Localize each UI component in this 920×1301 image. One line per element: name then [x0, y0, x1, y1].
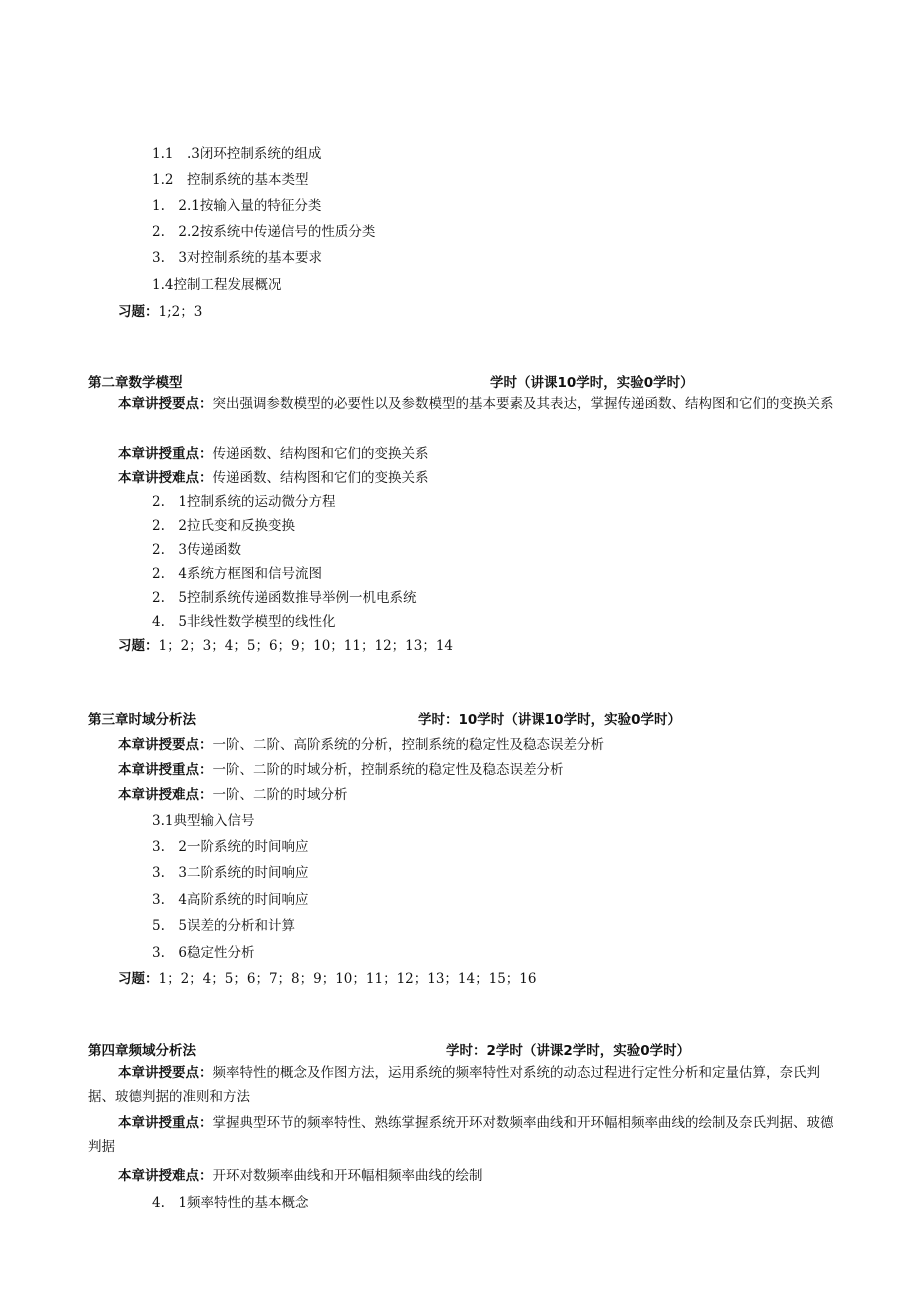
list-item: 2. 3传递函数	[152, 542, 241, 558]
key-points-label: 本章讲授要点：	[118, 396, 213, 412]
focus-paragraph	[88, 1111, 838, 1159]
list-item: 3. 4高阶系统的时间响应	[152, 892, 309, 908]
focus-text: 一阶、二阶的时域分析，控制系统的稳定性及稳态误差分析	[212, 762, 564, 778]
chapter-title: 第四章频域分析法	[88, 1043, 196, 1059]
list-item: 5. 5误差的分析和计算	[152, 918, 295, 934]
list-item: 2. 5控制系统传递函数推导举例一机电系统	[152, 590, 417, 606]
list-item: 3.1典型输入信号	[152, 813, 255, 829]
list-item: 3. 3二阶系统的时间响应	[152, 865, 309, 881]
difficulty-line	[118, 466, 429, 486]
list-item: 1.4控制工程发展概况	[152, 277, 282, 293]
list-item: 4. 1频率特性的基本概念	[152, 1195, 309, 1211]
exercise-line	[118, 967, 536, 987]
key-points-label: 本章讲授要点：	[118, 737, 213, 753]
chapter-hours: 学时（讲课10学时，实验0学时）	[490, 375, 694, 391]
list-item: 3. 2一阶系统的时间响应	[152, 839, 309, 855]
focus-text: 传递函数、结构图和它们的变换关系	[212, 446, 429, 462]
focus-text: 掌握典型环节的频率特性、熟练掌握系统开环对数频率曲线和开环幅相频率曲线的绘制及奈氏判据、玻德判据	[88, 1115, 834, 1155]
exercise-line	[118, 634, 453, 654]
exercise-value: 1；2；4；5；6；7；8；9；10；11；12；13；14；15；16	[158, 971, 537, 987]
list-item: 1.2 控制系统的基本类型	[152, 172, 309, 188]
difficulty-line	[118, 783, 348, 803]
difficulty-line	[118, 1164, 483, 1184]
key-points-paragraph	[88, 1061, 838, 1109]
key-points-paragraph	[88, 392, 838, 416]
focus-line	[118, 442, 429, 462]
list-item: 4. 5非线性数学模型的线性化	[152, 614, 336, 630]
focus-label: 本章讲授重点：	[118, 1115, 213, 1131]
difficulty-label: 本章讲授难点：	[118, 470, 213, 486]
exercise-label: 习题：	[118, 304, 159, 320]
list-item: 2. 2.2按系统中传递信号的性质分类	[152, 224, 376, 240]
key-points-text: 一阶、二阶、高阶系统的分析，控制系统的稳定性及稳态误差分析	[212, 737, 604, 753]
list-item: 1.1 .3闭环控制系统的组成	[152, 146, 322, 162]
difficulty-label: 本章讲授难点：	[118, 787, 213, 803]
difficulty-text: 开环对数频率曲线和开环幅相频率曲线的绘制	[212, 1168, 483, 1184]
chapter-hours: 学时：10学时（讲课10学时，实验0学时）	[418, 712, 681, 728]
list-item: 2. 4系统方框图和信号流图	[152, 566, 322, 582]
list-item: 2. 2拉氏变和反换变换	[152, 518, 295, 534]
exercise-label: 习题：	[118, 971, 159, 987]
key-points-text: 突出强调参数模型的必要性以及参数模型的基本要素及其表达，掌握传递函数、结构图和它们的变换关系	[212, 396, 834, 412]
chapter-title: 第二章数学模型	[88, 375, 183, 391]
list-item: 1. 2.1按输入量的特征分类	[152, 198, 322, 214]
chapter-hours: 学时：2学时（讲课2学时，实验0学时）	[446, 1043, 691, 1059]
focus-line	[118, 758, 564, 778]
focus-label: 本章讲授重点：	[118, 762, 213, 778]
exercise-line	[118, 300, 202, 320]
difficulty-label: 本章讲授难点：	[118, 1168, 213, 1184]
exercise-label: 习题：	[118, 638, 159, 654]
list-item: 2. 1控制系统的运动微分方程	[152, 494, 336, 510]
key-points-label: 本章讲授要点：	[118, 1065, 213, 1081]
list-item: 3. 3对控制系统的基本要求	[152, 250, 322, 266]
key-points-line	[118, 733, 604, 753]
difficulty-text: 一阶、二阶的时域分析	[212, 787, 348, 803]
key-points-text: 频率特性的概念及作图方法，运用系统的频率特性对系统的动态过程进行定性分析和定量估算，奈氏判据、玻德判据的准则和方法	[88, 1065, 820, 1105]
exercise-value: 1;2；3	[158, 304, 203, 320]
focus-label: 本章讲授重点：	[118, 446, 213, 462]
exercise-value: 1；2；3；4；5；6；9；10；11；12；13；14	[158, 638, 454, 654]
list-item: 3. 6稳定性分析	[152, 945, 255, 961]
difficulty-text: 传递函数、结构图和它们的变换关系	[212, 470, 429, 486]
chapter-title: 第三章时域分析法	[88, 712, 196, 728]
